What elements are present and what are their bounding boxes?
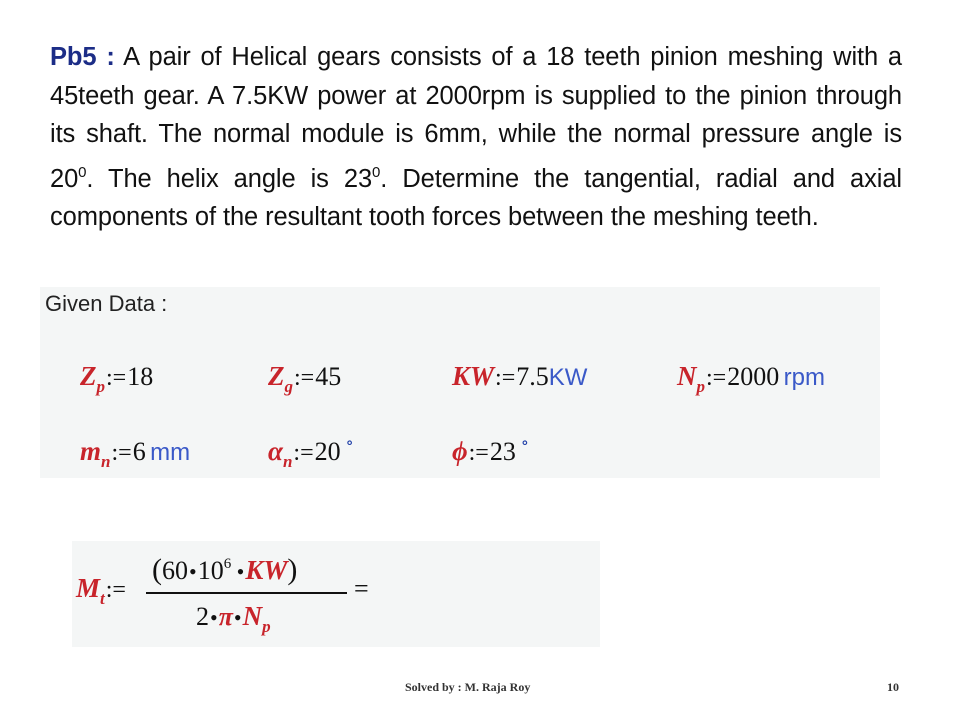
given-zp: $Z_p:=18$ [80, 361, 154, 396]
problem-text-3: . Determine the tangential, radial and axial components of the resultant tooth forces between the meshing teeth. [50, 164, 902, 232]
given-zg: $Z_g:=45$ [268, 361, 342, 396]
problem-text-2: . The helix angle is 23 [86, 164, 373, 193]
formula-equals: = [354, 574, 369, 603]
degree-icon: ° [521, 438, 528, 455]
given-kw: KW:=7.5KW [452, 361, 588, 391]
unit-mm: mm [150, 439, 191, 466]
formula-lhs: $M_t:=$ [76, 573, 126, 608]
unit-rpm: rpm [783, 364, 825, 391]
given-data-panel [40, 287, 880, 478]
degree-exponent-1: 0 [78, 163, 87, 181]
given-alpha-n: $\alpha_n:=20$ ° [268, 436, 353, 471]
given-mn: $m_n:=6$ mm [80, 436, 191, 471]
formula-denominator: $2•\pi•N_p$ [196, 601, 271, 636]
problem-text-1: A pair of Helical gears consists of a 18 teeth pinion meshing with a 45teeth gear. A 7.5KW power at 2000rpm is supplied to the pinion through its shaft. The normal module is 6mm, while the normal pressure angle is 20 [50, 43, 903, 193]
given-data-title: Given Data : [45, 291, 168, 316]
problem-label: Pb5 : [50, 43, 115, 71]
unit-kw: KW [548, 364, 588, 391]
problem-statement [50, 38, 902, 237]
torque-formula [72, 541, 600, 647]
formula-numerator: ($60•10^6$ •KW) [152, 553, 298, 586]
degree-icon: ° [346, 438, 353, 455]
given-phi: ϕ:=23 ° [452, 436, 528, 466]
fraction-bar [146, 592, 347, 594]
footer-credit: Solved by : M. Raja Roy [405, 680, 531, 694]
degree-exponent-2: 0 [372, 163, 381, 181]
page-number: 10 [887, 680, 899, 694]
given-np: $N_p:=2000$ rpm [677, 361, 825, 396]
